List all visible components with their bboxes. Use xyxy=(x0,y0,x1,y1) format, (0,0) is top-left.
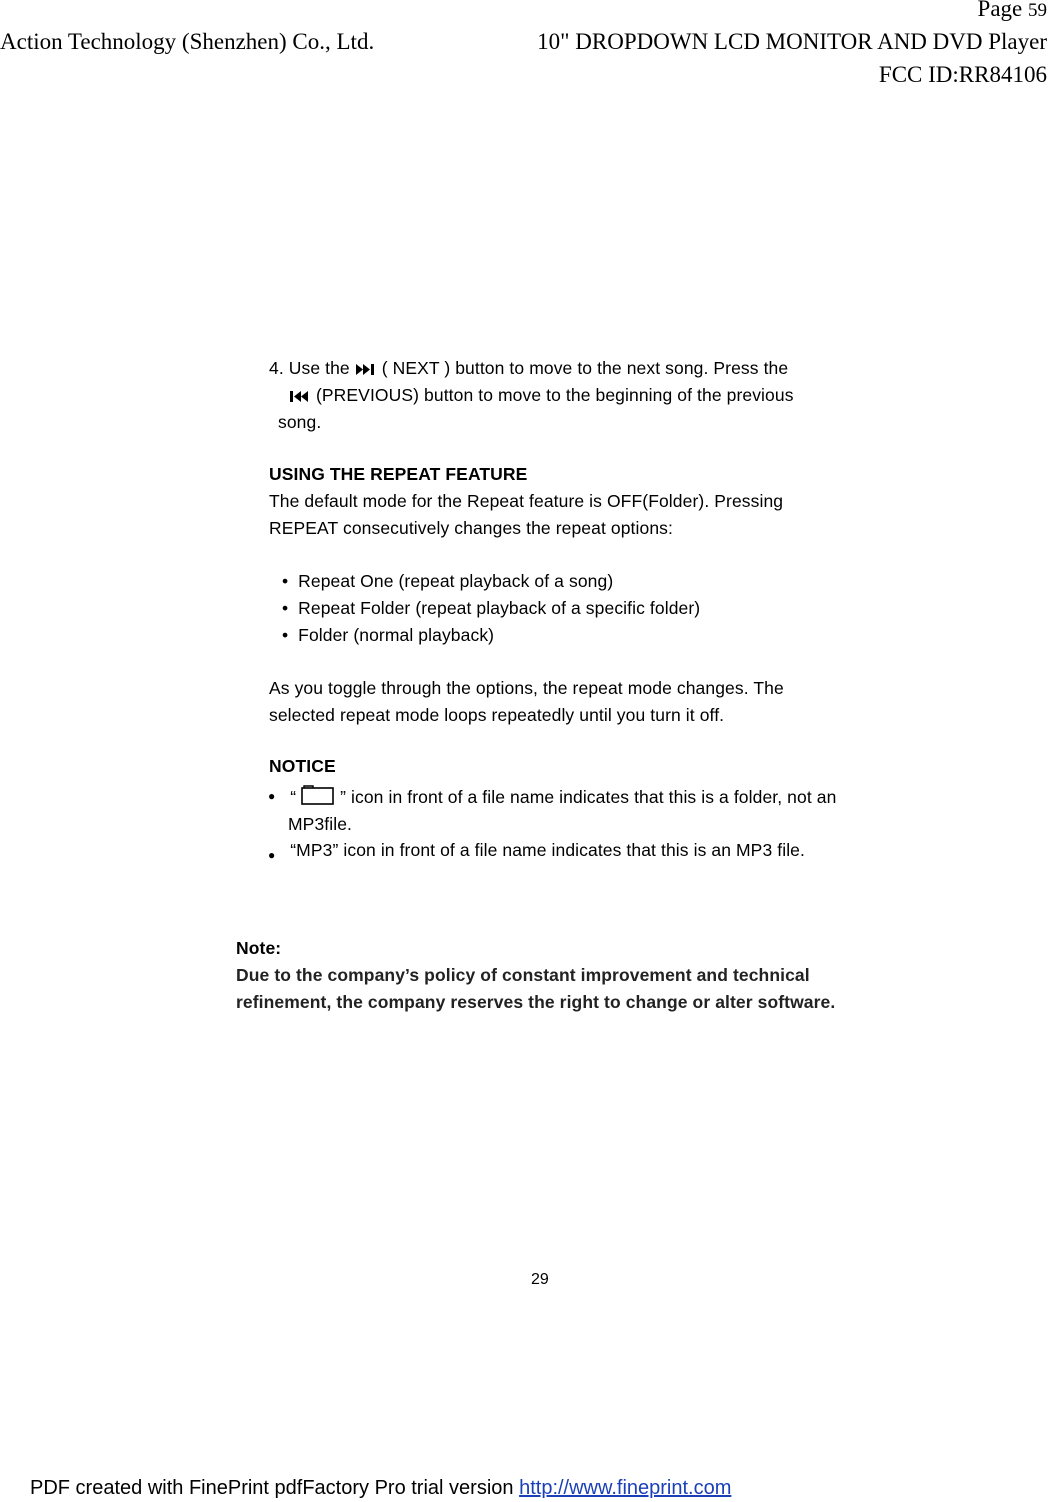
note-line2: refinement, the company reserves the right to change or alter software. xyxy=(236,992,836,1012)
repeat-option-label: Folder (normal playback) xyxy=(298,625,495,645)
notice-item xyxy=(268,837,805,869)
bullet: • xyxy=(282,571,299,591)
step4-text-c: (PREVIOUS) button to move to the beginning of the previous xyxy=(315,385,794,405)
toggle-line2: selected repeat mode loops repeatedly until you turn it off. xyxy=(269,705,725,725)
step4-line1 xyxy=(269,355,788,382)
note-line1: Due to the company’s policy of constant improvement and technical xyxy=(236,965,810,985)
toggle-line1: As you toggle through the options, the repeat mode changes. The xyxy=(269,678,784,698)
bullet: • xyxy=(282,598,299,618)
notice-item1-line2: MP3file. xyxy=(288,814,353,834)
step4-text-b: ( NEXT ) button to move to the next song. Press the xyxy=(381,358,789,378)
repeat-option-item xyxy=(282,568,613,595)
notice-open-quote: “ xyxy=(290,787,297,807)
notice-item1-text: ” icon in front of a file name indicates that this is a folder, not an xyxy=(340,787,837,807)
company-name: Action Technology (Shenzhen) Co., Ltd. xyxy=(0,29,375,54)
step4-line3: song. xyxy=(278,412,322,432)
repeat-option-label: Repeat Folder (repeat playback of a specific folder) xyxy=(298,598,701,618)
repeat-option-item xyxy=(282,622,494,649)
step4-text-a: 4. Use the xyxy=(269,358,350,378)
product-title: 10" DROPDOWN LCD MONITOR AND DVD Player xyxy=(537,29,1047,54)
page-number: 59 xyxy=(1028,0,1047,21)
repeat-intro-line2: REPEAT consecutively changes the repeat options: xyxy=(269,518,673,538)
note-heading: Note: xyxy=(236,938,282,958)
repeat-heading: USING THE REPEAT FEATURE xyxy=(269,464,528,484)
fcc-id: FCC ID:RR84106 xyxy=(878,62,1047,87)
page-footer-number: 29 xyxy=(531,1271,549,1288)
bullet: • xyxy=(282,625,299,645)
bullet: ● xyxy=(268,848,276,862)
page-label xyxy=(978,0,1047,22)
notice-heading: NOTICE xyxy=(269,756,336,776)
folder-icon xyxy=(301,785,335,805)
skip-next-icon xyxy=(355,363,377,376)
repeat-intro-line1: The default mode for the Repeat feature is OFF(Folder). Pressing xyxy=(269,491,784,511)
footer-text: PDF created with FinePrint pdfFactory Pro trial version xyxy=(30,1477,514,1499)
bullet: ● xyxy=(268,789,276,803)
step4-line2 xyxy=(289,382,794,409)
page-word: Page xyxy=(977,0,1023,21)
repeat-option-label: Repeat One (repeat playback of a song) xyxy=(298,571,614,591)
pdf-footer xyxy=(30,1477,731,1500)
repeat-option-item xyxy=(282,595,700,622)
skip-previous-icon xyxy=(289,390,311,403)
notice-item xyxy=(268,783,836,811)
notice-item2-text: “MP3” icon in front of a file name indicates that this is an MP3 file. xyxy=(290,840,805,860)
fineprint-link[interactable]: http://www.fineprint.com xyxy=(519,1477,732,1499)
